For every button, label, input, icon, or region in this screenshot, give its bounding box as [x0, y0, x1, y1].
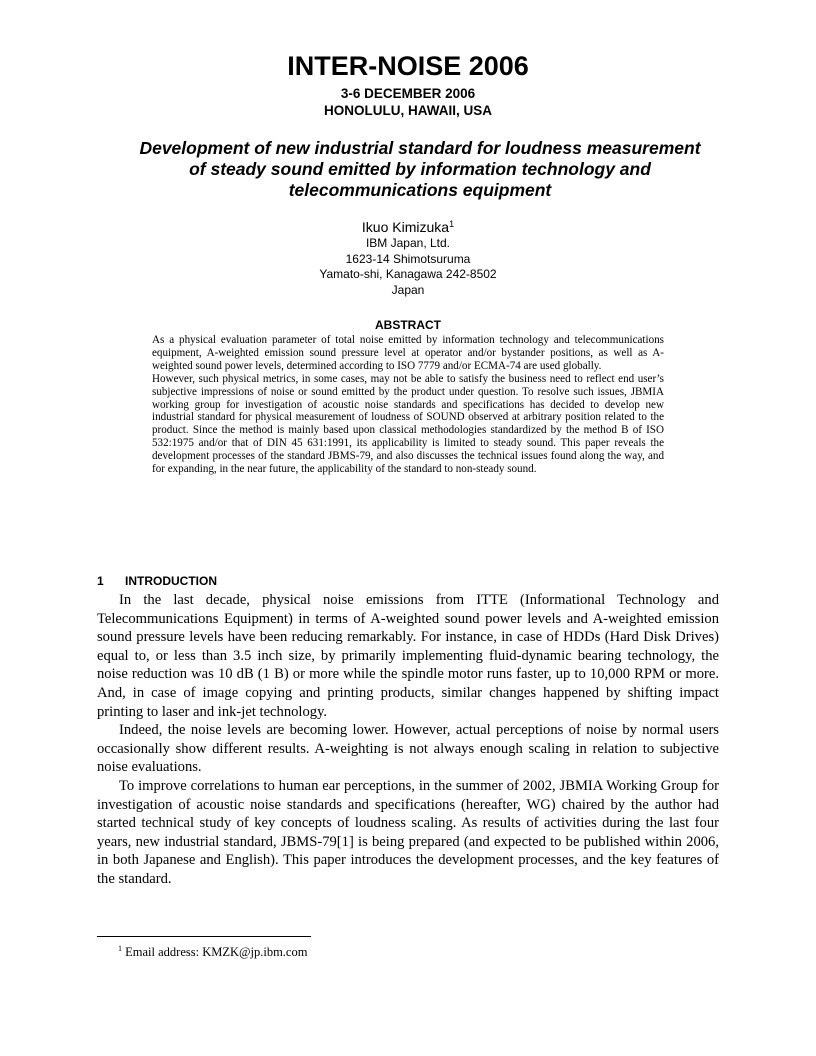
conference-location: HONOLULU, HAWAII, USA — [324, 103, 492, 118]
body-paragraph: To improve correlations to human ear perceptions, in the summer of 2002, JBMIA Working Group for investigation of acoustic noise standards and specifications (hereafter, WG) chaired by the author had started technical study of key concepts of loudness scaling. As results of activities during the last four years, new industrial standard, JBMS-79[1] is being prepared (and expected to be published within 2006, in both Japanese and English). This paper introduces the development processes, and the key features of the standard. — [97, 777, 719, 887]
paper-title — [100, 138, 740, 201]
author-block — [0, 218, 816, 298]
affiliation-line: Yamato-shi, Kanagawa 242-8502 — [319, 267, 497, 281]
conference-title: INTER-NOISE 2006 — [287, 51, 529, 81]
paper-title-line: Development of new industrial standard for loudness measurement — [139, 138, 701, 158]
author-name-text: Ikuo Kimizuka — [361, 219, 450, 235]
affiliation-line: Japan — [391, 282, 425, 297]
footnote — [118, 944, 307, 960]
abstract-body — [152, 334, 664, 476]
author-name — [0, 218, 816, 236]
section-body — [97, 591, 719, 889]
abstract-paragraph: However, such physical metrics, in some cases, may not be able to satisfy the business need to reflect end user’s subjective impressions of noise or sound emitted by the product under question. To resolve such issues, JBMIA working group for investigation of acoustic noise standards and specifications has decided to develop new industrial standard for physical measurement of loudness of SOUND observed at arbitrary position related to the product. Since the method is mainly based upon classical methodologies standardized by the method B of ISO 532:1975 and/or that of DIN 45 631:1991, its applicability is limited to steady sound. This paper reveals the development processes of the standard JBMS-79, and also discusses the technical issues found along the way, and for expanding, in the near future, the applicability of the standard to non-steady sound. — [152, 372, 664, 476]
author-footnote-mark: 1 — [449, 219, 455, 229]
section-number: 1 — [97, 574, 104, 588]
abstract-heading: ABSTRACT — [375, 318, 441, 332]
paper-title-line: telecommunications equipment — [288, 180, 552, 200]
abstract-paragraph: As a physical evaluation parameter of total noise emitted by information technology and telecommunications equipment, A-weighted emission sound pressure level at operator and/or bystander positions, as well as A-weighted sound power levels, determined according to ISO 7779 and/or ECMA-74 are used globally. — [152, 334, 664, 372]
body-paragraph: In the last decade, physical noise emissions from ITTE (Informational Technology and Telecommunications Equipment) in terms of A-weighted sound power levels and A-weighted emission sound pressure levels have been reducing remarkably. For instance, in case of HDDs (Hard Disk Drives) equal to, or less than 3.5 inch size, by primarily implementing fluid-dynamic bearing technology, the noise reduction was 10 dB (1 B) or more while the spindle motor runs faster, up to 10,000 RPM or more. And, in case of image copying and printing products, similar changes happened by shifting impact printing to laser and ink-jet technology. — [97, 592, 719, 720]
affiliation-line: 1623-14 Shimotsuruma — [345, 251, 471, 266]
section-heading — [97, 574, 217, 589]
footnote-text: Email address: KMZK@jp.ibm.com — [125, 945, 308, 959]
footnote-rule — [97, 936, 311, 937]
paper-title-line: of steady sound emitted by information technology and — [189, 159, 651, 179]
conference-dates: 3-6 DECEMBER 2006 — [340, 86, 476, 101]
section-title: INTRODUCTION — [125, 574, 217, 588]
body-paragraph: Indeed, the noise levels are becoming lower. However, actual perceptions of noise by normal users occasionally show different results. A-weighting is not always enough scaling in relation to subjective noise evaluations. — [97, 722, 719, 776]
affiliation-line: IBM Japan, Ltd. — [365, 236, 451, 250]
footnote-mark: 1 — [118, 944, 122, 953]
